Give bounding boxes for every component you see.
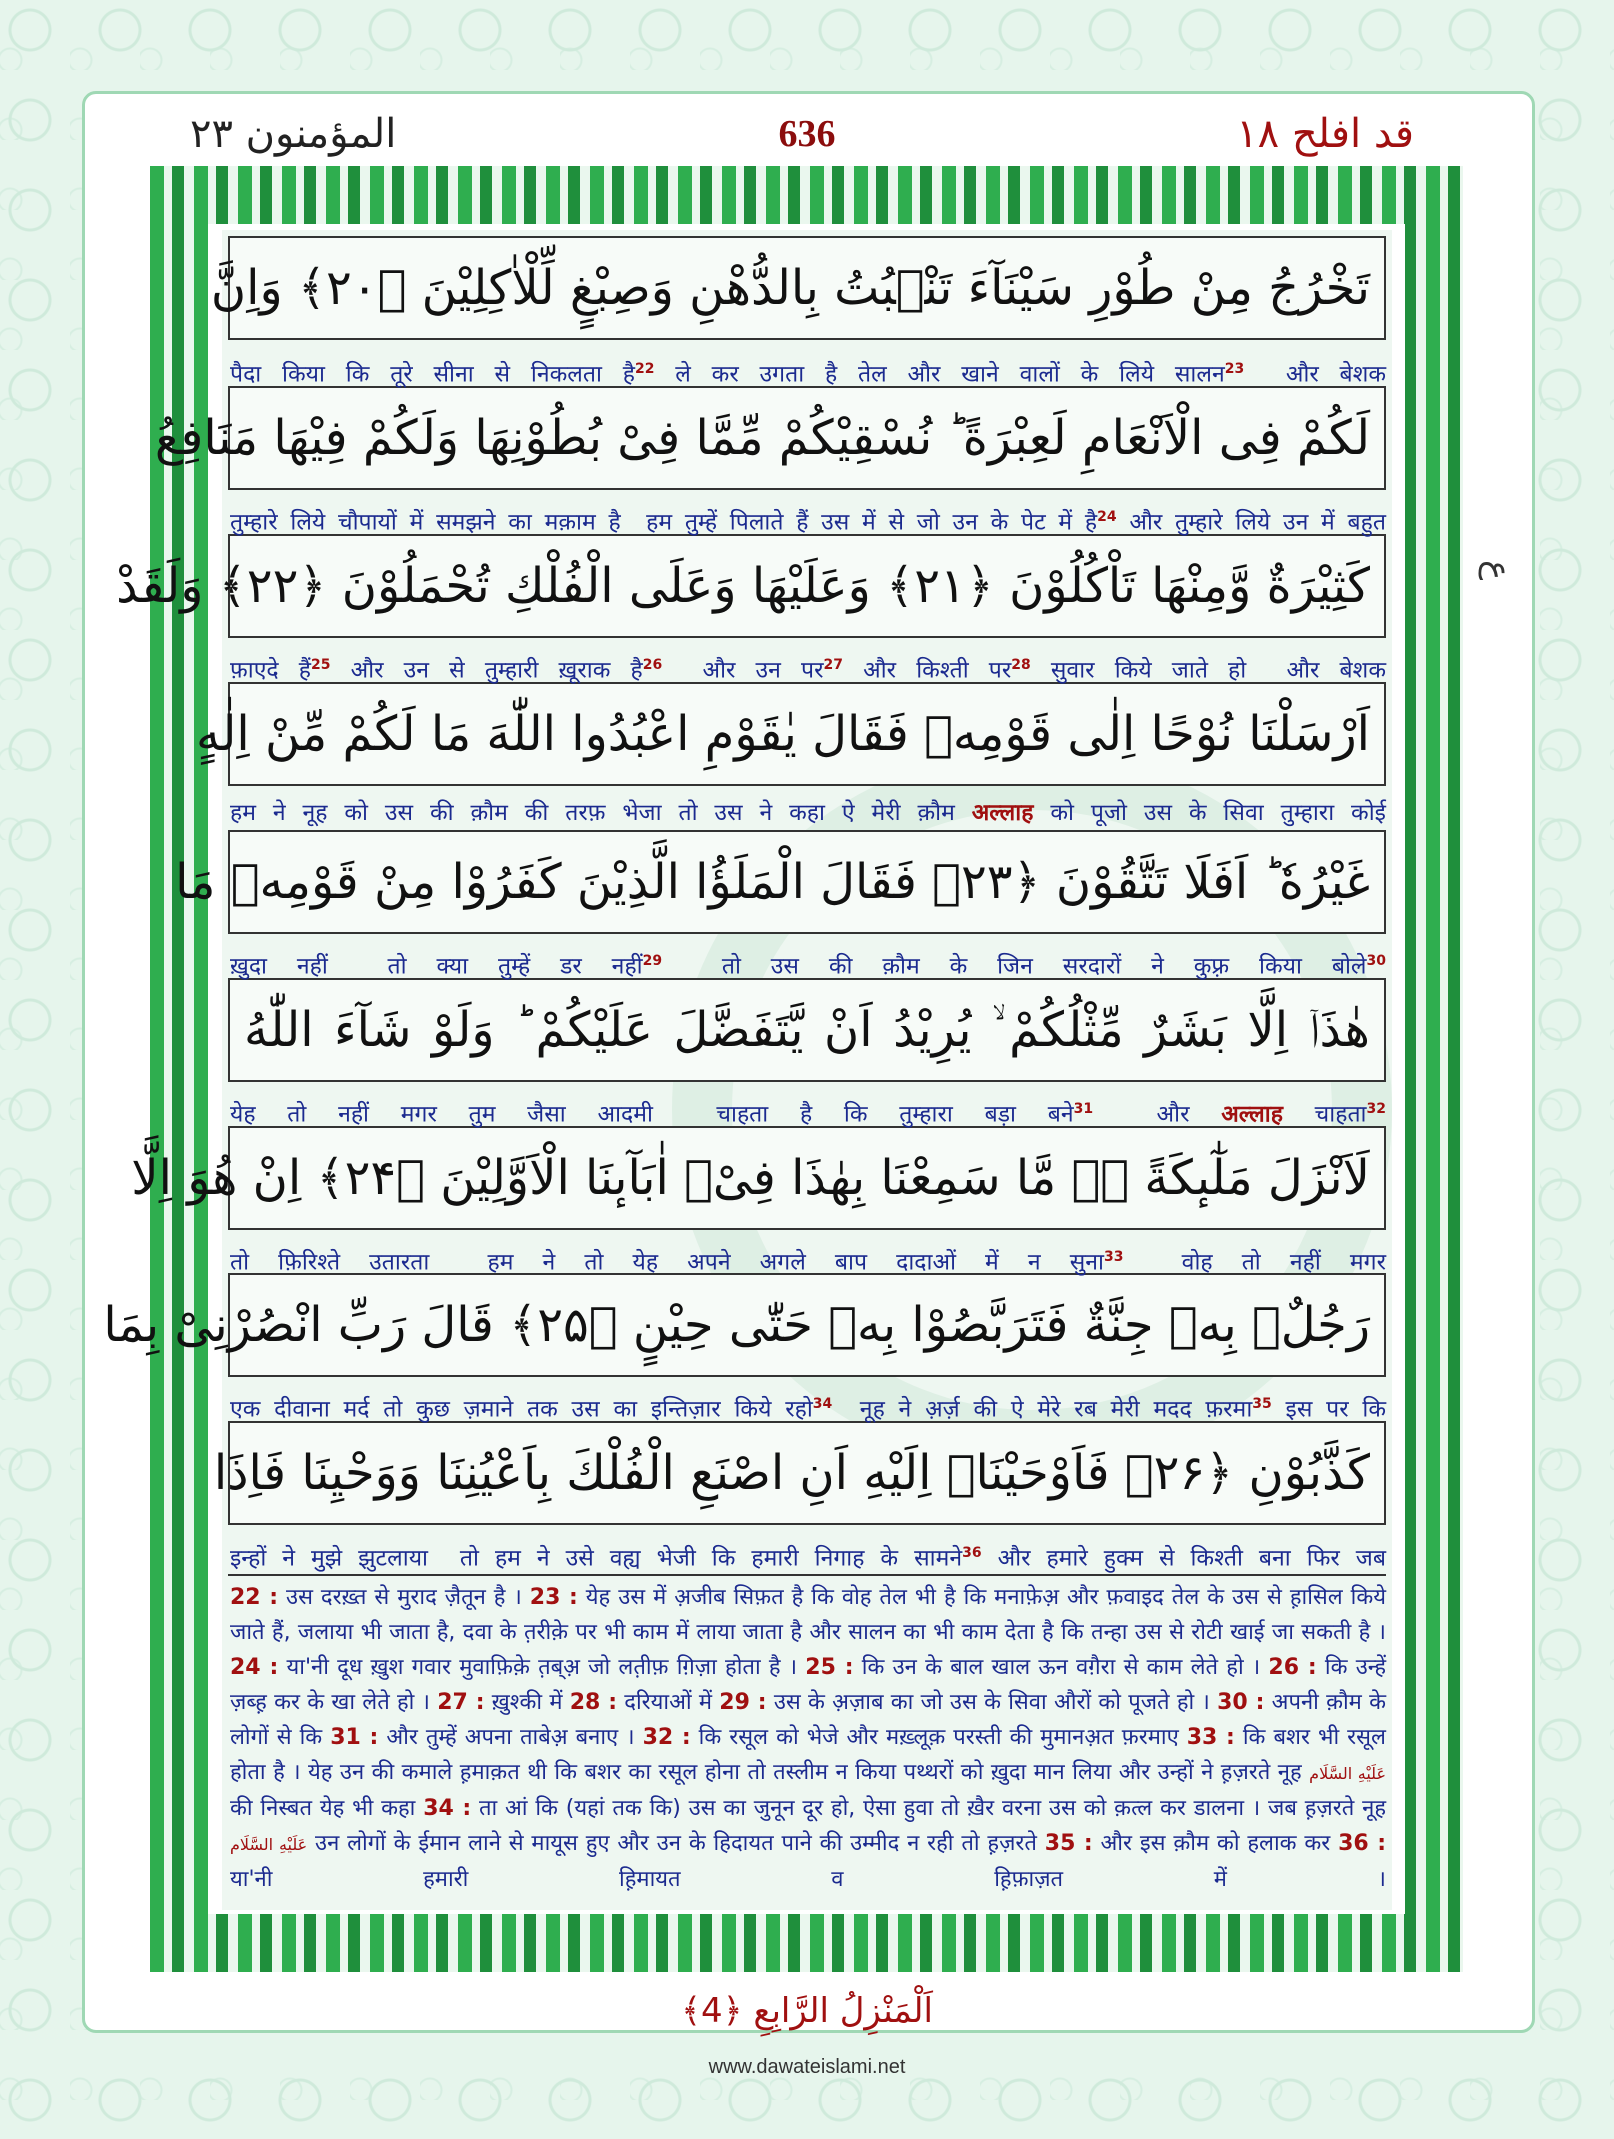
footnote-text: और इस क़ौम को हलाक कर [1092, 1831, 1339, 1856]
translation-line [230, 1387, 1386, 1421]
translation-text: तुम्हारे लिये चौपायों में समझने का मक़ाम है हम तुम्हें पिलाते हैं उस में से जो उन के पेट में है [230, 509, 1098, 536]
footnote-number: 22 : [230, 1585, 279, 1610]
footnote-ref: 32 [1366, 1101, 1386, 1117]
translation-text: तो उस की क़ौम के जिन सरदारों ने कुफ़्र किया बोले [662, 953, 1367, 980]
translation-text: ख़ुदा नहीं तो क्या तुम्हें डर नहीं [230, 953, 643, 980]
page-number: 636 [778, 113, 836, 155]
footnote-ref: 36 [962, 1545, 982, 1561]
translation-line [230, 796, 1386, 830]
footnote-text: अपनी क़ौम के लोगों से कि [230, 1690, 1386, 1750]
footnote-ref: 27 [823, 657, 843, 673]
translation-line [230, 648, 1386, 682]
footnote-number: 25 : [805, 1655, 854, 1680]
footnote-text: उस दरख़्त से मुराद ज़ैतून है । [278, 1585, 530, 1610]
translation-text: और उन से तुम्हारी ख़ूराक है [330, 657, 643, 684]
translation-text: और हमारे हुक्म से किश्ती बना फिर जब [981, 1545, 1386, 1572]
footnote-text: येह उस में अ़जीब सिफ़त है कि वोह तेल भी है कि मनाफ़ेअ़ और फ़वाइद तेल के उस से ह़ासिल किये जाते हैं, जलाया भी जाता है, दवा के त़रीक़े पर भी काम में लाया जाता है और सालन का भी काम देता है कि तन्हा उस से रोटी खाई जा सकती है । [230, 1585, 1387, 1645]
translation-text: चाहता [1282, 1101, 1367, 1128]
ayah-line: غَیْرُهٗ ؕ اَفَلَا تَتَّقُوْنَ ﴿۲۳﴾ فَقَالَ الْمَلَؤُا الَّذِیْنَ كَفَرُوْا مِنْ قَوْمِهٖ مَا [228, 830, 1386, 934]
translation-text: और किश्ती पर [843, 657, 1012, 684]
allah-name: अल्लाह [1221, 1101, 1283, 1128]
footnote-ref: 30 [1366, 953, 1386, 969]
footnote-text: की निस्बत येह भी कहा [230, 1796, 424, 1821]
ayah-line: كَثِیْرَةٌ وَّمِنْهَا تَاْكُلُوْنَ ﴿۲۱﴾ وَعَلَیْهَا وَعَلَی الْفُلْكِ تُحْمَلُوْنَ ﴿۲۲﴾ وَلَقَدْ [228, 534, 1386, 638]
ayah-line: رَجُلٌۢ بِهٖ جِنَّةٌ فَتَرَبَّصُوْا بِهٖ حَتّٰی حِیْنٍ ﴿۲۵﴾ قَالَ رَبِّ انْصُرْنِیْ بِمَا [228, 1273, 1386, 1377]
translation-text: पैदा किया कि तूरे सीना से निकलता है [230, 361, 635, 388]
translation-line [230, 352, 1386, 386]
translation-text: हम ने नूह को उस की क़ौम की तरफ़ भेजा तो उस ने कहा ऐ मेरी क़ौम [230, 800, 972, 826]
translation-text: एक दीवाना मर्द तो कुछ ज़माने तक उस का इन्तिज़ार किये रहो [230, 1396, 813, 1423]
ayah-line: اَرْسَلْنَا نُوْحًا اِلٰی قَوْمِهٖ فَقَالَ یٰقَوْمِ اعْبُدُوا اللّٰهَ مَا لَكُمْ مِّنْ اِلٰهٍ [228, 682, 1386, 786]
translation-text: और उन पर [662, 657, 824, 684]
ruku-marker: ع [1478, 560, 1518, 581]
translation-text: येह तो नहीं मगर तुम जैसा आदमी चाहता है कि तुम्हारा बड़ा बने [230, 1101, 1074, 1128]
ayah-line: لَاَنْزَلَ مَلٰٓىٕكَةً ۚۖ مَّا سَمِعْنَا بِهٰذَا فِیْۤ اٰبَآىٕنَا الْاَوَّلِیْنَ ﴿۲۴﴾ اِنْ هُوَ اِلَّا [228, 1126, 1386, 1230]
footnote-ref: 29 [642, 953, 663, 969]
footnote-text: कि रसूल को भेजे और मख़्लूक़ परस्ती की मुमानअ़त फ़रमाए [690, 1725, 1187, 1750]
footnote-number: 28 : [569, 1690, 618, 1715]
honorific: عَلَیْهِ السَّلَام [1309, 1764, 1386, 1783]
translation-text: सुवार किये जाते हो और बेशक [1030, 657, 1386, 684]
translation-text: इस पर कि [1271, 1396, 1386, 1423]
footnote-ref: 26 [642, 657, 663, 673]
ayah-line: لَكُمْ فِی الْاَنْعَامِ لَعِبْرَةً ؕ نُسْقِیْكُمْ مِّمَّا فِیْ بُطُوْنِهَا وَلَكُمْ فِیْهَا مَنَافِعُ [228, 386, 1386, 490]
footnote-ref: 23 [1224, 361, 1245, 377]
ayah-line: تَخْرُجُ مِنْ طُوْرِ سَيْنَآءَ تَنْۢبُتُ بِالدُّهْنِ وَصِبْغٍ لِّلْاٰكِلِيْنَ ﴿۲۰﴾ وَاِنَّ [228, 236, 1386, 340]
juz-name: قد افلح ١٨ [1236, 111, 1414, 157]
footnotes [230, 1580, 1386, 1897]
footnote-number: 33 : [1186, 1725, 1235, 1750]
footnote-number: 31 : [330, 1725, 379, 1750]
translation-text: फ़ाएदे हैं [230, 657, 311, 684]
translation-text: ले कर उगता है तेल और खाने वालों के लिये सालन [654, 361, 1225, 388]
footnote-text: कि उन्हें ज़ब्ह़ कर के खा लेते हो । [230, 1655, 1387, 1715]
honorific: عَلَیْهِ السَّلَام [230, 1835, 308, 1854]
footnote-text: उन लोगों के ईमान लाने से मायूस हुए और उन के हिदायत पाने की उम्मीद न रही तो ह़ज़रते [307, 1831, 1045, 1856]
footnote-ref: 33 [1104, 1249, 1124, 1265]
footnote-ref: 24 [1097, 509, 1117, 525]
footnote-number: 24 : [230, 1655, 279, 1680]
footnote-text: ता आं कि (यहां तक कि) उस का जुनून दूर हो, ऐसा हुवा तो ख़ैर वरना उस को क़त्ल कर डालना । जब ह़ज़रते नूह [471, 1796, 1387, 1821]
footnote-number: 30 : [1217, 1690, 1265, 1715]
footnote-number: 26 : [1268, 1655, 1317, 1680]
footnote-number: 29 : [719, 1690, 767, 1715]
translation-line [230, 500, 1386, 534]
ayah-line: كَذَّبُوْنِ ﴿۲۶﴾ فَاَوْحَیْنَاۤ اِلَیْهِ اَنِ اصْنَعِ الْفُلْكَ بِاَعْیُنِنَا وَوَحْیِنَا فَاِذَا [228, 1421, 1386, 1525]
footnote-text: ख़ुश्की में [484, 1690, 570, 1715]
footnote-number: 32 : [642, 1725, 691, 1750]
footnote-text: कि बशर भी रसूल होता है । येह उन की कमाले ह़माक़त थी कि बशर का रसूल होना तो तस्लीम न किया पथ्थरों को ख़ुदा मान लिया और उन्हों ने ह़ज़रते नूह [230, 1725, 1386, 1785]
footnote-text: दरियाओं में [617, 1690, 720, 1715]
footnote-ref: 34 [812, 1396, 833, 1412]
footnote-ref: 31 [1073, 1101, 1094, 1117]
footnote-number: 34 : [423, 1796, 472, 1821]
website-link[interactable]: www.dawateislami.net [708, 2056, 906, 2078]
ayah-line: هٰذَاۤ اِلَّا بَشَرٌ مِّثْلُكُمْ ۙ یُرِیْدُ اَنْ یَّتَفَضَّلَ عَلَیْكُمْ ؕ وَلَوْ شَآءَ اللّٰهُ [228, 978, 1386, 1082]
translation-text: वोह तो नहीं मगर [1123, 1249, 1386, 1276]
translation-text: और [1093, 1101, 1222, 1128]
footnote-text: या'नी दूध ख़ुश गवार मुवाफ़िक़े त़ब्अ़ जो लत़ीफ़ ग़िज़ा होता है । [278, 1655, 806, 1680]
manzil-label: اَلْمَنْزِلُ الرَّابِعِ ﴿4﴾ [681, 1991, 933, 2031]
footnote-text: या'नी हमारी ह़िमायत व ह़िफ़ाज़त में । [230, 1867, 1386, 1892]
translation-line [230, 1240, 1386, 1274]
footnote-number: 23 : [529, 1585, 578, 1610]
translation-text: तो फ़िरिश्ते उतारता हम ने तो येह अपने अगले बाप दादाओं में न सुना [230, 1249, 1104, 1276]
footnote-text: उस के अ़ज़ाब का जो उस के सिवा औरों को पूजते हो । [766, 1690, 1218, 1715]
translation-text: को पूजो उस के सिवा तुम्हारा कोई [1033, 800, 1386, 826]
footnote-text: कि उन के बाल खाल ऊन वग़ैरा से काम लेते हो । [853, 1655, 1269, 1680]
translation-line [230, 944, 1386, 978]
footnote-number: 27 : [437, 1690, 485, 1715]
footnote-ref: 35 [1252, 1396, 1272, 1412]
translation-text: नूह ने अ़र्ज़ की ऐ मेरे रब मेरी मदद फ़रमा [832, 1396, 1253, 1423]
footnote-ref: 28 [1011, 657, 1031, 673]
translation-line [230, 1536, 1386, 1570]
translation-text: और तुम्हारे लिये उन में बहुत [1116, 509, 1386, 536]
footnote-text: और तुम्हें अपना ताबेअ़ बनाए । [378, 1725, 643, 1750]
footnote-number: 35 : [1044, 1831, 1093, 1856]
footnote-number: 36 : [1338, 1831, 1386, 1856]
surah-name: المؤمنون ٢٣ [190, 111, 397, 157]
translation-text: इन्हों ने मुझे झुटलाया तो हम ने उसे वह्य भेजी कि हमारी निगाह के सामने [230, 1545, 963, 1572]
footnote-ref: 25 [310, 657, 331, 673]
footnote-divider [228, 1574, 1386, 1576]
allah-name: अल्लाह [971, 800, 1034, 826]
footnote-ref: 22 [634, 361, 655, 377]
translation-text: और बेशक [1244, 361, 1386, 388]
translation-line [230, 1092, 1386, 1126]
